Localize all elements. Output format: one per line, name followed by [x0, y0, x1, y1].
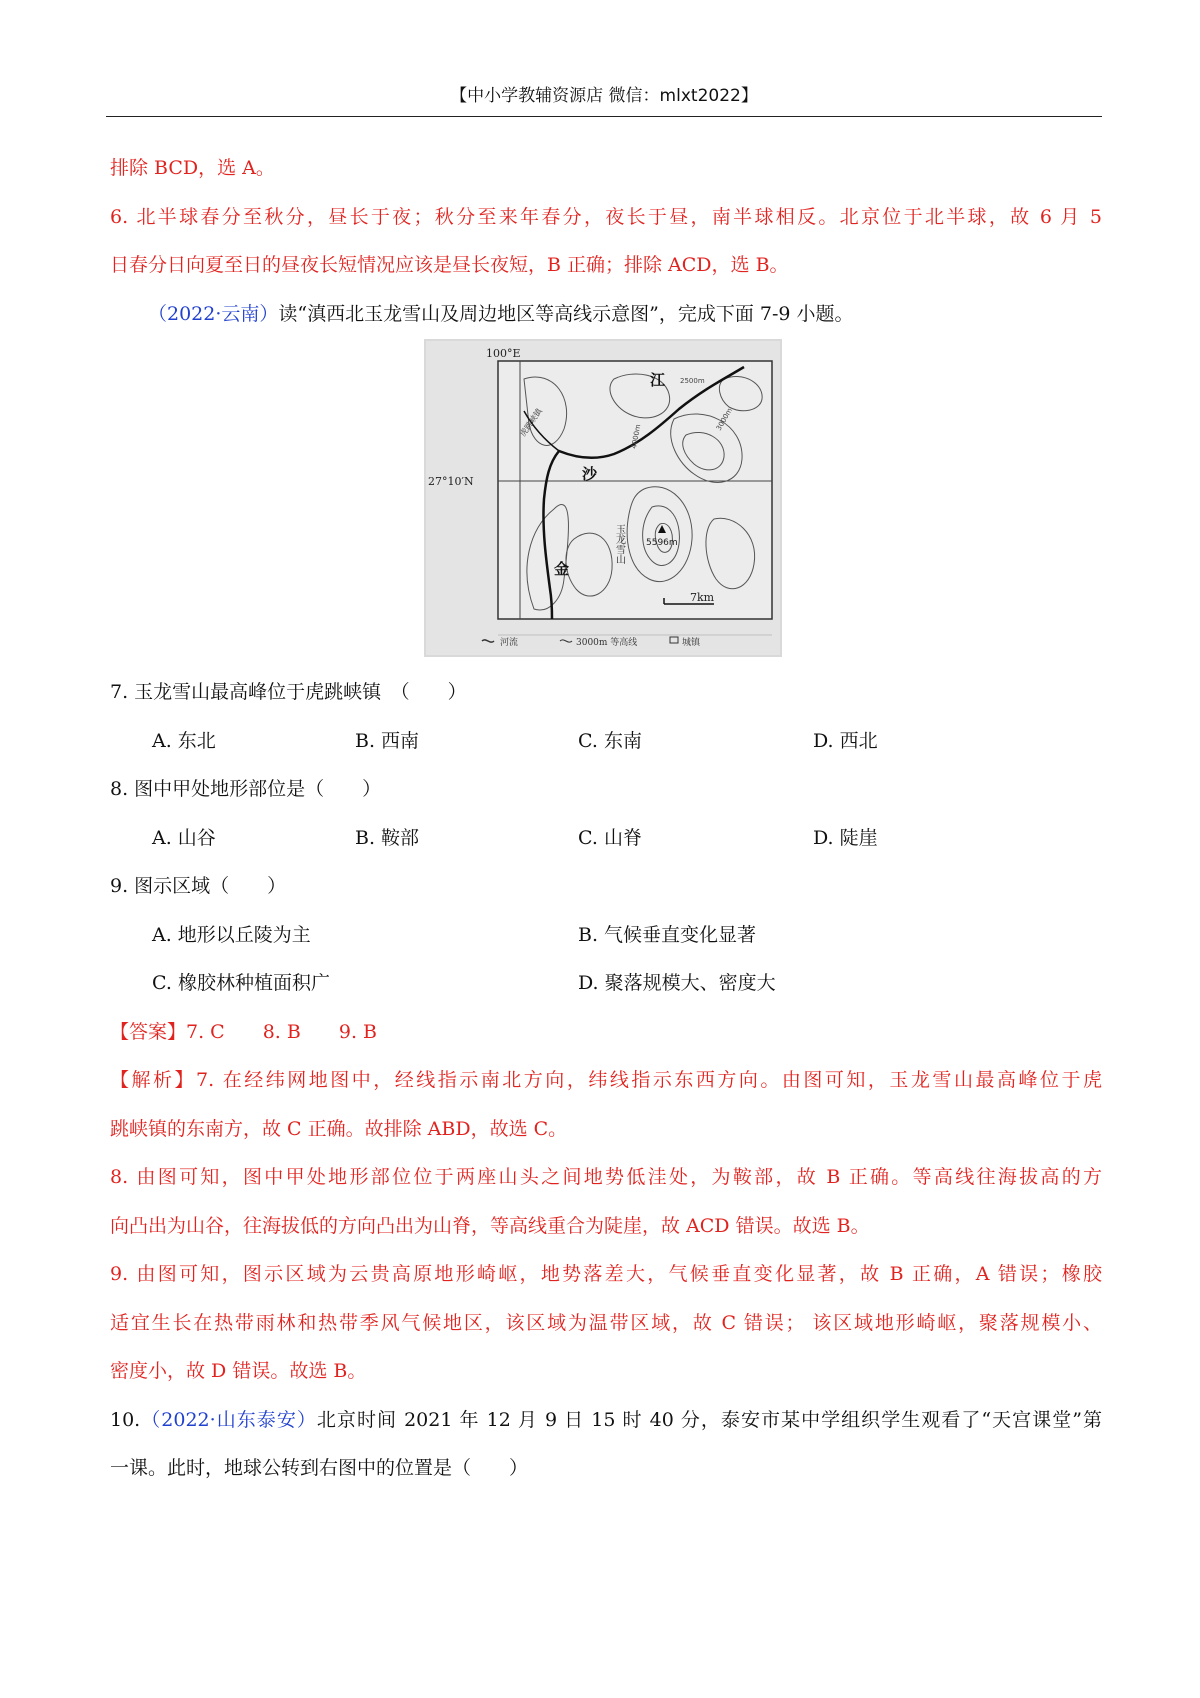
q9-option-d: D. 聚落规模大、密度大 [578, 972, 776, 994]
q10-line1 [110, 1407, 1102, 1433]
contour-label-1: 2500m [680, 377, 705, 385]
q9-option-c: C. 橡胶林种植面积广 [152, 972, 330, 994]
river-char-jin: 金 [554, 560, 570, 578]
q7-option-a: A. 东北 [152, 730, 216, 752]
q8-option-b: B. 鞍部 [355, 827, 420, 849]
q10-line2: 一课。此时，地球公转到右图中的位置是（ ） [110, 1457, 529, 1479]
lon-label: 100°E [486, 347, 521, 360]
q7-option-b: B. 西南 [355, 730, 420, 752]
mountain-label: 玉龙雪山 [613, 524, 625, 564]
lat-label: 27°10′N [428, 475, 474, 488]
analysis-q7-line1 [110, 1067, 1102, 1093]
q8-option-a: A. 山谷 [152, 827, 216, 849]
page-header: 【中小学教辅资源店 微信：mlxt2022】 [106, 80, 1102, 117]
q10-text1: 北京时间 2021 年 12 月 9 日 15 时 40 分，泰安市某中学组织学生观看了“天宫课堂”第 [316, 1409, 1102, 1431]
analysis-q7-text1: 7. 在经纬网地图中，经线指示南北方向，纬线指示东西方向。由图可知，玉龙雪山最高峰位于虎 [196, 1069, 1102, 1091]
q9-option-a: A. 地形以丘陵为主 [152, 924, 311, 946]
q8-option-d: D. 陡崖 [813, 827, 878, 849]
contour-map-figure [424, 339, 782, 657]
q10-num: 10. [110, 1409, 141, 1431]
analysis-q7-line2: 跳峡镇的东南方，故 C 正确。故排除 ABD，故选 C。 [110, 1118, 568, 1140]
contour-label-2: 4000m [630, 423, 643, 450]
river-char-sha: 沙 [582, 465, 598, 483]
analysis-q8-line2: 向凸出为山谷，往海拔低的方向凸出为山脊，等高线重合为陡崖，故 ACD 错误。故选 B。 [110, 1215, 870, 1237]
town-label: 虎跳峡镇 [518, 406, 544, 439]
legend-contour: 3000m 等高线 [576, 638, 638, 648]
q9-stem: 9. 图示区域（ ） [110, 875, 287, 897]
intro-source: （2022·云南） [148, 303, 279, 325]
analysis-q9-line2: 适宜生长在热带雨林和热带季风气候地区，该区域为温带区域，故 C 错误； 该区域地形崎岖，聚落规模小、 [110, 1312, 1102, 1334]
analysis-q9-line3: 密度小，故 D 错误。故选 B。 [110, 1360, 367, 1382]
contour-label-3: 3000m [714, 406, 735, 432]
q7-option-d: D. 西北 [813, 730, 878, 752]
analysis-q8-line1: 8. 由图可知，图中甲处地形部位位于两座山头之间地势低洼处，为鞍部，故 B 正确。等高线往海拔高的方 [110, 1166, 1102, 1188]
river-char-jiang: 江 [650, 371, 666, 389]
answer-line [110, 1019, 377, 1045]
contour-map [424, 339, 782, 657]
answer-label: 【答案】 [110, 1021, 187, 1043]
analysis-label: 【解析】 [110, 1069, 197, 1091]
intro-text: 读“滇西北玉龙雪山及周边地区等高线示意图”，完成下面 7-9 小题。 [278, 303, 854, 325]
q10-source: （2022·山东泰安） [140, 1409, 317, 1431]
q6-explanation-line1: 6. 北半球春分至秋分，昼长于夜；秋分至来年春分，夜长于昼，南半球相反。北京位于北半球，故 6 月 5 [110, 206, 1102, 228]
peak-label: 5596m [646, 538, 678, 548]
analysis-q9-line1: 9. 由图可知，图示区域为云贵高原地形崎岖，地势落差大，气候垂直变化显著，故 B 正确，A 错误；橡胶 [110, 1263, 1102, 1285]
legend-town: 城镇 [682, 638, 701, 648]
intro-7-9 [148, 301, 854, 327]
q7-option-c: C. 东南 [578, 730, 642, 752]
q6-explanation-line2: 日春分日向夏至日的昼夜长短情况应该是昼长夜短，B 正确；排除 ACD，选 B。 [110, 254, 789, 276]
legend-river: 河流 [500, 638, 519, 648]
q8-stem: 8. 图中甲处地形部位是（ ） [110, 778, 382, 800]
answer-text: 7. C 8. B 9. B [186, 1021, 377, 1043]
q7-stem: 7. 玉龙雪山最高峰位于虎跳峡镇 （ ） [110, 681, 467, 703]
scale-label: 7km [690, 591, 715, 604]
q9-option-b: B. 气候垂直变化显著 [578, 924, 757, 946]
prev-answer-tail: 排除 BCD，选 A。 [110, 157, 275, 179]
q8-option-c: C. 山脊 [578, 827, 642, 849]
